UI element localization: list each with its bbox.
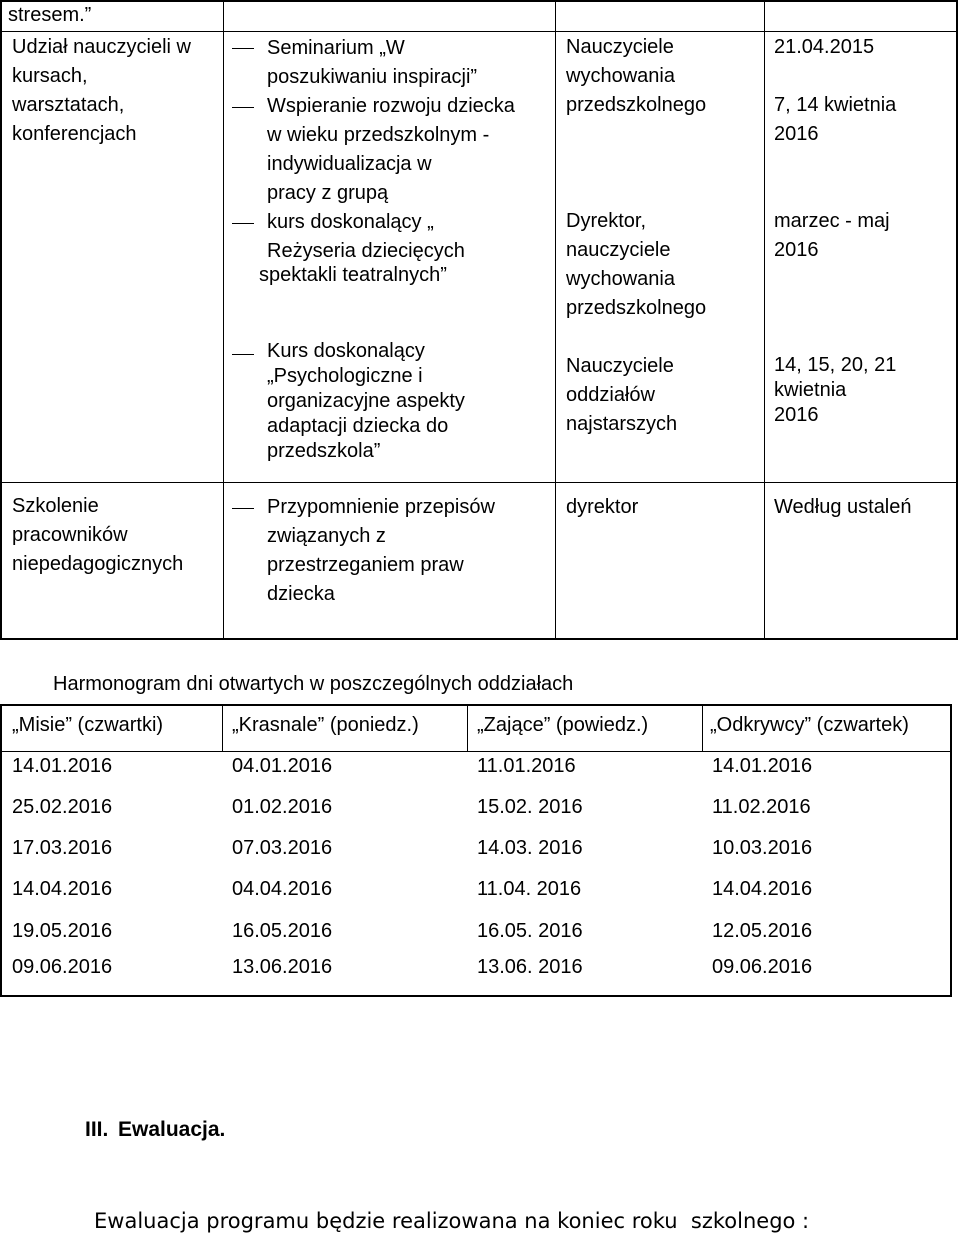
category-line: niepedagogicznych [12,553,184,575]
category-line: pracowników [12,524,128,546]
schedule-cell: 01.02.2016 [232,796,333,818]
schedule-cell: 10.03.2016 [712,837,813,859]
responsible-line: dyrektor [566,496,639,518]
list-item-line: Reżyseria dziecięcych [267,240,465,262]
list-item-line: poszukiwaniu inspiracji” [267,66,478,88]
table-border-left [0,0,2,640]
header-divider [222,704,223,752]
list-bullet-dash [232,48,254,49]
column-divider [764,0,765,640]
category-line: kursach, [12,65,88,87]
date-line: 7, 14 kwietnia [774,94,897,116]
schedule-cell: 16.05. 2016 [477,920,583,942]
responsible-line: przedszkolnego [566,297,707,319]
date-line: Według ustaleń [774,496,912,518]
responsible-line: wychowania [566,65,675,87]
date-line: 2016 [774,239,819,261]
schedule-cell: 11.04. 2016 [477,878,582,900]
responsible-line: Dyrektor, [566,210,647,232]
responsible-line: najstarszych [566,413,678,435]
list-item-line: adaptacji dziecka do [267,415,449,437]
table-border-right [950,704,952,997]
section-title: Ewaluacja. [118,1118,226,1141]
schedule-cell: 13.06.2016 [232,956,333,978]
list-item-line: „Psychologiczne i [267,365,423,387]
schedule-cell: 14.03. 2016 [477,837,583,859]
table-border-left [0,704,2,997]
list-bullet-dash [232,508,254,509]
row-divider [0,31,958,32]
list-item-line: kurs doskonalący „ [267,211,434,233]
table-border-bottom [0,638,958,640]
date-line: marzec - maj [774,210,890,232]
responsible-line: Nauczyciele [566,36,674,58]
responsible-line: nauczyciele [566,239,671,261]
schedule-cell: 19.05.2016 [12,920,113,942]
schedule-cell: 14.01.2016 [712,755,813,777]
table-border-bottom [0,995,952,997]
date-line: 21.04.2015 [774,36,875,58]
schedule-cell: 09.06.2016 [712,956,813,978]
table-border-top [0,704,952,706]
list-bullet-dash [232,354,254,355]
schedule-header: „Odkrywcy” (czwartek) [710,714,909,736]
header-divider [467,704,468,752]
responsible-line: oddziałów [566,384,655,406]
responsible-line: Nauczyciele [566,355,674,377]
section-number: III. [85,1118,109,1141]
evaluation-text: Ewaluacja programu będzie realizowana na koniec roku szkolnego : [94,1209,810,1233]
category-line: konferencjach [12,123,137,145]
schedule-cell: 11.01.2016 [477,755,576,777]
schedule-cell: 25.02.2016 [12,796,113,818]
list-item-line: związanych z [267,525,386,547]
list-item-line: Seminarium „W [267,37,405,59]
schedule-cell: 04.04.2016 [232,878,333,900]
schedule-cell: 04.01.2016 [232,755,333,777]
category-line: Szkolenie [12,495,99,517]
list-item-line: organizacyjne aspekty [267,390,465,412]
table-border-right [956,0,958,640]
list-item-line: indywidualizacja w [267,153,432,175]
list-bullet-dash [232,107,254,108]
schedule-cell: 12.05.2016 [712,920,813,942]
schedule-cell: 13.06. 2016 [477,956,583,978]
list-item-line: przedszkola” [267,440,381,462]
column-divider [223,0,224,640]
list-item-line: przestrzeganiem praw [267,554,464,576]
date-line: 2016 [774,123,819,145]
list-item-line: dziecka [267,583,335,605]
date-line: 2016 [774,404,819,426]
category-line: warsztatach, [12,94,125,116]
schedule-cell: 14.04.2016 [712,878,813,900]
table-cell-text: stresem.” [8,4,92,26]
list-item-line: Wspieranie rozwoju dziecka [267,95,515,117]
column-divider [555,0,556,640]
date-line: kwietnia [774,379,847,401]
schedule-title: Harmonogram dni otwartych w poszczególnych oddziałach [53,673,574,695]
schedule-header: „Misie” (czwartki) [12,714,164,736]
schedule-header: „Krasnale” (poniedz.) [232,714,419,736]
schedule-cell: 15.02. 2016 [477,796,583,818]
category-line: Udział nauczycieli w [12,36,191,58]
list-item-line: Kurs doskonalący [267,340,425,362]
list-bullet-dash [232,223,254,224]
schedule-cell: 17.03.2016 [12,837,113,859]
list-item-line: spektakli teatralnych” [259,264,447,286]
schedule-cell: 07.03.2016 [232,837,333,859]
schedule-cell: 09.06.2016 [12,956,113,978]
schedule-cell: 14.04.2016 [12,878,113,900]
header-divider [702,704,703,752]
list-item-line: pracy z grupą [267,182,389,204]
table-border-top [0,0,958,2]
list-item-line: w wieku przedszkolnym - [267,124,490,146]
row-divider [0,482,958,483]
schedule-cell: 11.02.2016 [712,796,811,818]
date-line: 14, 15, 20, 21 [774,354,897,376]
responsible-line: przedszkolnego [566,94,707,116]
list-item-line: Przypomnienie przepisów [267,496,495,518]
responsible-line: wychowania [566,268,675,290]
schedule-cell: 14.01.2016 [12,755,113,777]
schedule-cell: 16.05.2016 [232,920,333,942]
schedule-header: „Zające” (powiedz.) [477,714,649,736]
